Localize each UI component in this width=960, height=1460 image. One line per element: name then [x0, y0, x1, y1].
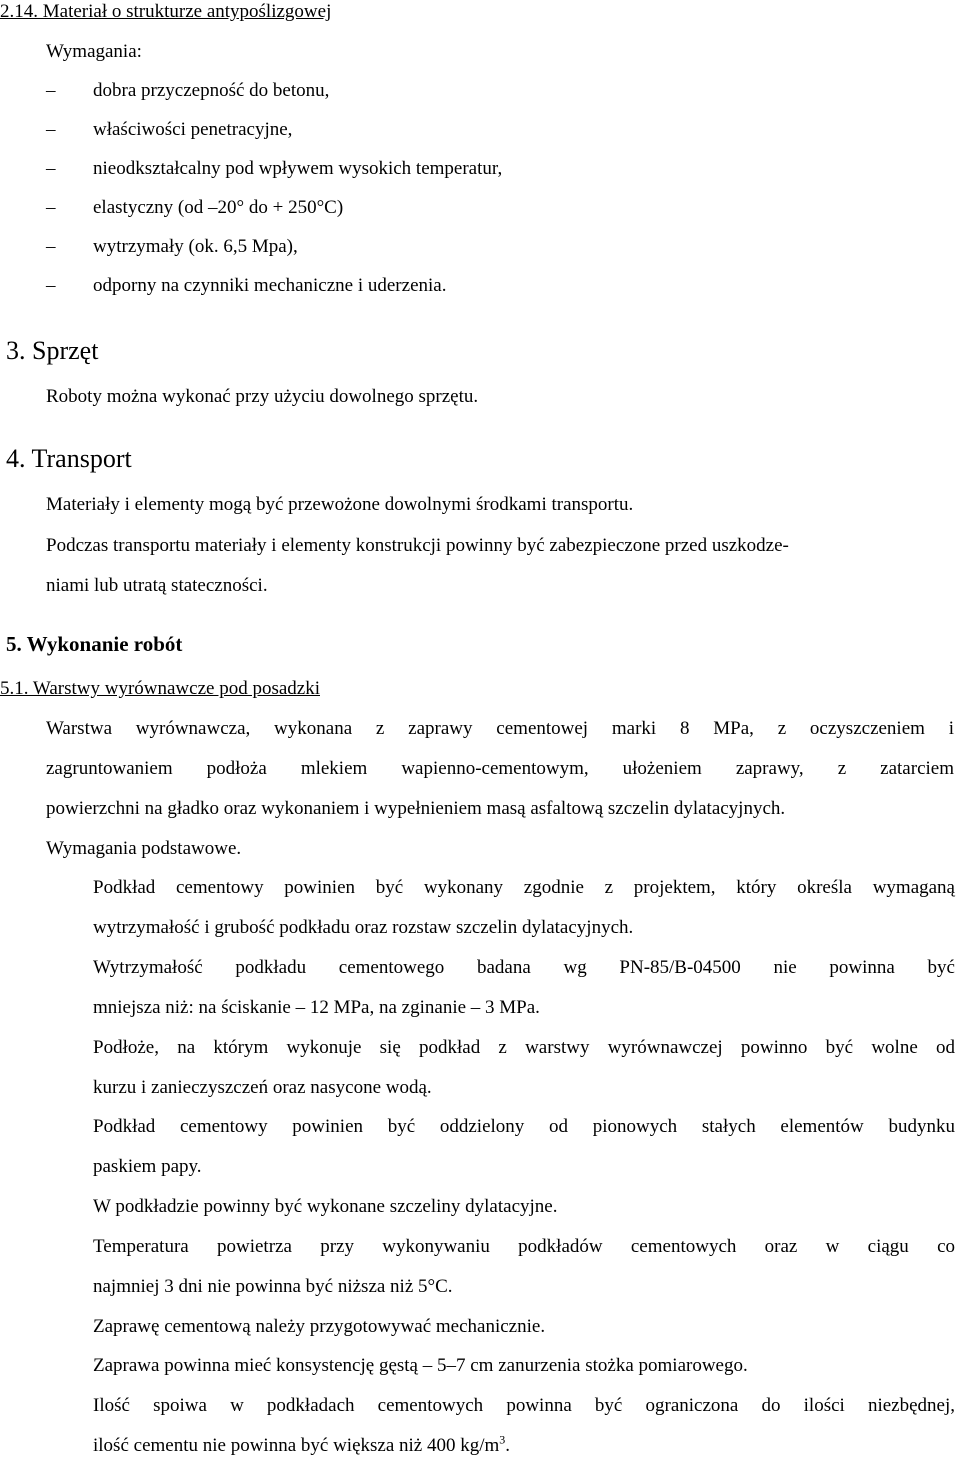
subsection-title-5-1: 5.1. Warstwy wyrównawcze pod posadzki [0, 678, 320, 699]
requirement-line: Wytrzymałość podkładu cementowego badana wg PN-85/B-04500 nie powinna być [93, 957, 955, 978]
list-item-text: wytrzymały (ok. 6,5 Mpa), [93, 236, 298, 257]
requirement-line: W podkładzie powinny być wykonane szczeliny dylatacyjne. [93, 1196, 558, 1217]
requirement-line: Podkład cementowy powinien być wykonany zgodnie z projektem, który określa wymaganą [93, 877, 955, 898]
section-heading-4: 4. Transport [6, 444, 132, 473]
requirement-line: najmniej 3 dni nie powinna być niższa niż 5°C. [93, 1276, 453, 1297]
requirement-line: paskiem papy. [93, 1156, 202, 1177]
bullet-dash: – [46, 119, 56, 140]
basic-requirements-label: Wymagania podstawowe. [46, 838, 242, 859]
list-item-text: nieodkształcalny pod wpływem wysokich temperatur, [93, 158, 503, 179]
requirement-line: kurzu i zanieczyszczeń oraz nasycone wodą. [93, 1077, 432, 1098]
section-title-2-14: 2.14. Materiał o strukturze antypoślizgowej [0, 1, 332, 22]
bullet-dash: – [46, 236, 56, 257]
section-heading-3: 3. Sprzęt [6, 336, 99, 365]
paragraph-line: powierzchni na gładko oraz wykonaniem i wypełnieniem masą asfaltową szczelin dylatacyjnych. [46, 798, 786, 819]
section-4-text2-line2: niami lub utratą stateczności. [46, 575, 268, 596]
list-item-text: właściwości penetracyjne, [93, 119, 293, 140]
paragraph-line: zagruntowaniem podłoża mlekiem wapienno-cementowym, ułożeniem zaprawy, z zatarciem [46, 758, 954, 779]
superscript: 3 [499, 1432, 506, 1447]
bullet-dash: – [46, 158, 56, 179]
section-4-text1: Materiały i elementy mogą być przewożone dowolnymi środkami transportu. [46, 494, 634, 515]
requirement-line: Podkład cementowy powinien być oddzielony od pionowych stałych elementów budynku [93, 1116, 955, 1137]
list-item-text: odporny na czynniki mechaniczne i uderzenia. [93, 275, 447, 296]
list-item-text: dobra przyczepność do betonu, [93, 80, 330, 101]
requirement-line: wytrzymałość i grubość podkładu oraz rozstaw szczelin dylatacyjnych. [93, 917, 634, 938]
bullet-dash: – [46, 80, 56, 101]
bullet-dash: – [46, 197, 56, 218]
requirement-line: Podłoże, na którym wykonuje się podkład z warstwy wyrównawczej powinno być wolne od [93, 1037, 955, 1058]
section-3-text: Roboty można wykonać przy użyciu dowolnego sprzętu. [46, 386, 479, 407]
paragraph-line: Warstwa wyrównawcza, wykonana z zaprawy cementowej marki 8 MPa, z oczyszczeniem i [46, 718, 954, 739]
requirement-line [93, 1434, 510, 1458]
requirement-line: Zaprawę cementową należy przygotowywać mechanicznie. [93, 1316, 546, 1337]
section-4-text2-line1: Podczas transportu materiały i elementy konstrukcji powinny być zabezpieczone przed uszkodze- [46, 535, 789, 556]
requirement-line: Temperatura powietrza przy wykonywaniu podkładów cementowych oraz w ciągu co [93, 1236, 955, 1257]
requirement-line: mniejsza niż: na ściskanie – 12 MPa, na zginanie – 3 MPa. [93, 997, 540, 1018]
requirements-label: Wymagania: [46, 41, 142, 62]
bullet-dash: – [46, 275, 56, 296]
section-heading-5: 5. Wykonanie robót [6, 632, 183, 656]
requirement-text: ilość cementu nie powinna być większa niż 400 kg/m [93, 1435, 500, 1456]
requirement-line: Ilość spoiwa w podkładach cementowych powinna być ograniczona do ilości niezbędnej, [93, 1395, 955, 1416]
list-item-text: elastyczny (od –20° do + 250°C) [93, 197, 344, 218]
requirement-end: . [505, 1435, 511, 1456]
requirement-line: Zaprawa powinna mieć konsystencję gęstą – 5–7 cm zanurzenia stożka pomiarowego. [93, 1355, 748, 1376]
